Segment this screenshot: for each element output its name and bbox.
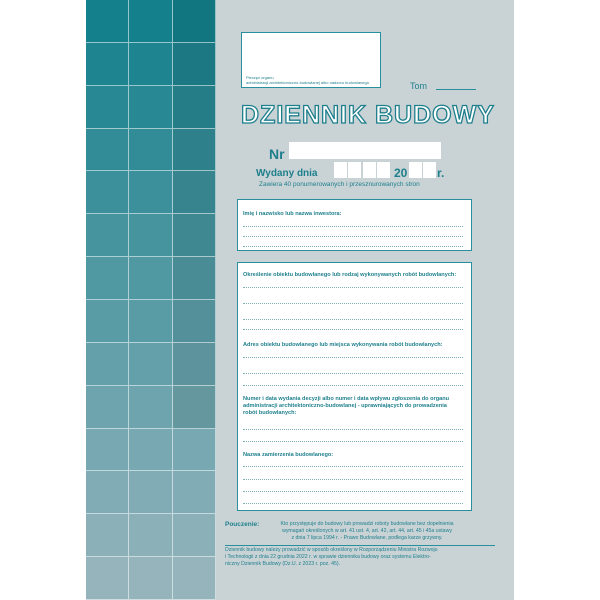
issued-year-box-1: [409, 162, 422, 178]
issued-label: Wydany dnia: [256, 168, 318, 179]
address-label: Adres obiektu budowlanego lub miejsca wykonywania robót budowlanych:: [243, 342, 443, 348]
grid-cell: [173, 343, 216, 386]
grid-cell: [173, 171, 216, 214]
grid-cell: [129, 171, 172, 214]
notice-label: Pouczenie:: [225, 521, 260, 528]
investor-label: Imię i nazwisko lub nazwa inwestora:: [243, 211, 342, 217]
grid-cell: [129, 429, 172, 472]
book-cover: [86, 0, 514, 600]
line: [243, 246, 463, 247]
issued-day-box-1: [334, 162, 347, 178]
grid-cell: [173, 86, 216, 129]
tom-field: [436, 89, 476, 90]
footer-text: Dziennik budowy należy prowadzić w sposób określony w Rozporządzeniu Ministra Rozwoju i Technologii z dnia 22 grudnia 2022 r. w sprawie dziennika budowy oraz systemu Elektro- niczny Dziennik Budowy (Dz.U. z 2023 r. poz. 45).: [225, 547, 438, 567]
grid-cell: [86, 171, 129, 214]
document-title: DZIENNIK BUDOWY: [241, 101, 495, 129]
grid-cell: [86, 129, 129, 172]
grid-cell: [129, 471, 172, 514]
issued-month-box-2: [377, 162, 390, 178]
decorative-grid: [86, 0, 216, 600]
grid-cell: [173, 557, 216, 600]
line: [243, 373, 463, 374]
grid-cell: [173, 43, 216, 86]
grid-cell: [129, 0, 172, 43]
nr-label: Nr: [269, 146, 285, 162]
decision-label: Numer i data wydania decyzji albo numer i data wpływu zgłoszenia do organu administracji architektoniczno-budowlanej - uprawniających do prowadzenia robót budowlanych:: [243, 396, 450, 416]
grid-cell: [173, 514, 216, 557]
issued-suffix: r.: [437, 166, 445, 180]
line: [243, 287, 463, 288]
line: [243, 503, 463, 504]
notice-text: Kto przystępuje do budowy lub prowadzi roboty budowlane bez dopełnienia wymagań określonych w art. 41 ust. 4, art. 42, art. 44, art. 45 i 45a ustawy z dnia 7 lipca 1994 r. - Prawo Budowlane, podlega karze grzywny.: [280, 521, 454, 542]
issued-year-prefix: 20: [394, 166, 408, 180]
line: [243, 491, 463, 492]
grid-cell: [173, 429, 216, 472]
grid-cell: [129, 300, 172, 343]
line: [243, 357, 463, 358]
grid-cell: [86, 0, 129, 43]
grid-cell: [129, 557, 172, 600]
stamp-box: [241, 32, 381, 88]
grid-cell: [86, 429, 129, 472]
line: [243, 303, 463, 304]
issued-month-box-1: [363, 162, 376, 178]
pages-info: Zawiera 40 ponumerowanych i przesznurowanych stron: [259, 181, 420, 188]
line: [243, 429, 463, 430]
tom-label: Tom: [410, 81, 428, 91]
grid-cell: [86, 43, 129, 86]
grid-cell: [173, 300, 216, 343]
grid-cell: [173, 257, 216, 300]
line: [243, 466, 463, 467]
stamp-caption: Pieczęć organu administracji architektoniczno-budowlanej albo nadzoru budowlanego: [246, 75, 369, 85]
grid-cell: [129, 86, 172, 129]
grid-cell: [86, 343, 129, 386]
grid-cell: [129, 514, 172, 557]
line: [243, 226, 463, 227]
line: [243, 479, 463, 480]
footer-divider: [225, 545, 495, 546]
grid-cell: [86, 386, 129, 429]
grid-cell: [129, 343, 172, 386]
line: [243, 236, 463, 237]
grid-cell: [129, 43, 172, 86]
grid-cell: [86, 257, 129, 300]
grid-cell: [86, 300, 129, 343]
object-label: Określenie obiektu budowlanego lub rodzaj wykonywanych robót budowlanych:: [243, 272, 457, 278]
nr-field: [289, 142, 441, 159]
grid-cell: [173, 386, 216, 429]
grid-cell: [86, 514, 129, 557]
project-label: Nazwa zamierzenia budowlanego:: [243, 452, 334, 458]
issued-day-box-2: [348, 162, 361, 178]
line: [243, 441, 463, 442]
issued-year-box-2: [423, 162, 436, 178]
grid-cell: [173, 214, 216, 257]
grid-cell: [86, 86, 129, 129]
grid-cell: [86, 214, 129, 257]
grid-cell: [173, 471, 216, 514]
investor-box: [237, 199, 472, 251]
details-box: [237, 262, 472, 511]
grid-cell: [86, 471, 129, 514]
grid-cell: [129, 386, 172, 429]
grid-cell: [173, 129, 216, 172]
grid-cell: [173, 0, 216, 43]
grid-cell: [129, 214, 172, 257]
line: [243, 319, 463, 320]
line: [243, 385, 463, 386]
grid-cell: [129, 257, 172, 300]
grid-cell: [129, 129, 172, 172]
grid-cell: [86, 557, 129, 600]
line: [243, 329, 463, 330]
